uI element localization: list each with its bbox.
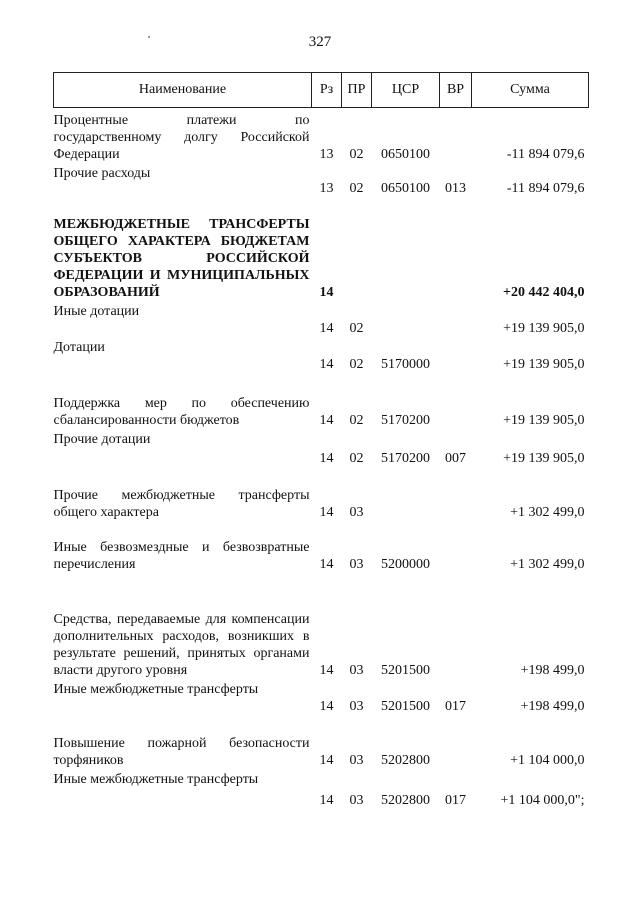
row-csr: 0650100 — [381, 146, 430, 162]
table-row — [54, 467, 589, 521]
row-csr: 5202800 — [381, 752, 430, 768]
row-vr — [440, 521, 472, 573]
row-sum: -11 894 079,6 — [506, 180, 585, 196]
row-vr — [440, 301, 472, 337]
row-rz: 13 — [319, 146, 334, 162]
row-vr: 007 — [445, 450, 466, 466]
row-vr — [440, 108, 472, 163]
row-csr: 5200000 — [381, 556, 430, 572]
header-vr: ВР — [440, 73, 472, 108]
row-name: Прочие расходы — [53, 165, 151, 181]
row-name: Поддержка мер по обеспечению сбалансированности бюджетов — [53, 395, 310, 428]
row-name: Прочие межбюджетные трансферты общего характера — [53, 487, 310, 520]
row-pr: 03 — [349, 792, 364, 808]
row-pr: 03 — [349, 752, 364, 768]
row-rz: 14 — [319, 356, 334, 372]
row-rz: 14 — [319, 320, 334, 336]
row-rz: 14 — [319, 284, 334, 300]
table-row — [54, 769, 589, 809]
row-sum: -11 894 079,6 — [506, 146, 585, 162]
row-sum: +198 499,0 — [520, 698, 585, 714]
header-pr: ПР — [342, 73, 372, 108]
row-rz: 14 — [319, 662, 334, 678]
row-name: Иные межбюджетные трансферты — [53, 771, 259, 787]
row-sum: +198 499,0 — [520, 662, 585, 678]
row-csr: 5202800 — [381, 792, 430, 808]
table-row — [54, 163, 589, 197]
row-sum: +1 302 499,0 — [510, 504, 585, 520]
row-pr: 02 — [349, 412, 364, 428]
row-vr — [440, 337, 472, 373]
row-pr: 02 — [349, 450, 364, 466]
row-vr — [440, 715, 472, 769]
row-pr: 02 — [349, 320, 364, 336]
row-pr: 03 — [349, 698, 364, 714]
row-rz: 14 — [319, 504, 334, 520]
row-pr — [342, 197, 372, 301]
row-sum: +1 104 000,0"; — [500, 792, 585, 808]
row-csr: 5170200 — [381, 412, 430, 428]
table-row — [54, 715, 589, 769]
row-sum: +1 302 499,0 — [510, 556, 585, 572]
row-sum: +20 442 404,0 — [503, 284, 585, 300]
row-vr — [440, 573, 472, 679]
header-rz: Рз — [312, 73, 342, 108]
row-rz: 14 — [319, 792, 334, 808]
row-sum: +19 139 905,0 — [503, 356, 585, 372]
row-rz: 14 — [319, 752, 334, 768]
row-name: Средства, передаваемые для компенсации дополнительных расходов, возникших в результате решений, принятых органами власти другого уровня — [53, 611, 310, 678]
header-sum: Сумма — [472, 73, 589, 108]
table-row — [54, 197, 589, 301]
row-name: Иные безвозмездные и безвозвратные перечисления — [53, 539, 310, 572]
table-row — [54, 373, 589, 429]
row-pr: 02 — [349, 146, 364, 162]
row-csr: 5201500 — [381, 698, 430, 714]
table-row — [54, 108, 589, 163]
row-pr: 03 — [349, 504, 364, 520]
row-sum: +19 139 905,0 — [503, 450, 585, 466]
row-pr: 03 — [349, 556, 364, 572]
page-number: 327 — [308, 34, 332, 50]
table-row — [54, 679, 589, 715]
row-name: Иные дотации — [53, 303, 140, 319]
row-pr: 03 — [349, 662, 364, 678]
table-row — [54, 337, 589, 373]
row-vr — [440, 197, 472, 301]
row-vr — [440, 373, 472, 429]
row-name: Дотации — [53, 339, 105, 355]
row-vr: 017 — [445, 698, 466, 714]
row-vr: 017 — [445, 792, 466, 808]
row-name: МЕЖБЮДЖЕТНЫЕ ТРАНСФЕРТЫ ОБЩЕГО ХАРАКТЕРА БЮДЖЕТАМ СУБЪЕКТОВ РОССИЙСКОЙ ФЕДЕРАЦИИ И МУНИЦИПАЛЬНЫХ ОБРАЗОВАНИЙ — [53, 216, 310, 300]
row-rz: 14 — [319, 412, 334, 428]
row-csr: 5201500 — [381, 662, 430, 678]
row-csr — [372, 301, 440, 337]
header-csr: ЦСР — [372, 73, 440, 108]
row-sum: +19 139 905,0 — [503, 320, 585, 336]
row-vr: 013 — [445, 180, 466, 196]
row-sum: +19 139 905,0 — [503, 412, 585, 428]
row-rz: 14 — [319, 556, 334, 572]
header-name: Наименование — [54, 73, 312, 108]
table-row — [54, 301, 589, 337]
row-csr: 0650100 — [381, 180, 430, 196]
table-header-row — [54, 73, 589, 108]
row-csr — [372, 197, 440, 301]
row-rz: 14 — [319, 450, 334, 466]
scan-speck — [148, 36, 150, 38]
row-pr: 02 — [349, 180, 364, 196]
table-row — [54, 521, 589, 573]
row-csr: 5170200 — [381, 450, 430, 466]
row-sum: +1 104 000,0 — [510, 752, 585, 768]
row-name: Повышение пожарной безопасности торфяников — [53, 735, 310, 768]
budget-table — [53, 72, 589, 809]
row-name: Прочие дотации — [53, 431, 151, 447]
table-row — [54, 429, 589, 467]
row-rz: 14 — [319, 698, 334, 714]
table-row — [54, 573, 589, 679]
row-csr — [372, 467, 440, 521]
row-csr: 5170000 — [381, 356, 430, 372]
row-name: Иные межбюджетные трансферты — [53, 681, 259, 697]
row-vr — [440, 467, 472, 521]
row-name: Процентные платежи по государственному долгу Российской Федерации — [53, 112, 310, 162]
row-pr: 02 — [349, 356, 364, 372]
row-rz: 13 — [319, 180, 334, 196]
